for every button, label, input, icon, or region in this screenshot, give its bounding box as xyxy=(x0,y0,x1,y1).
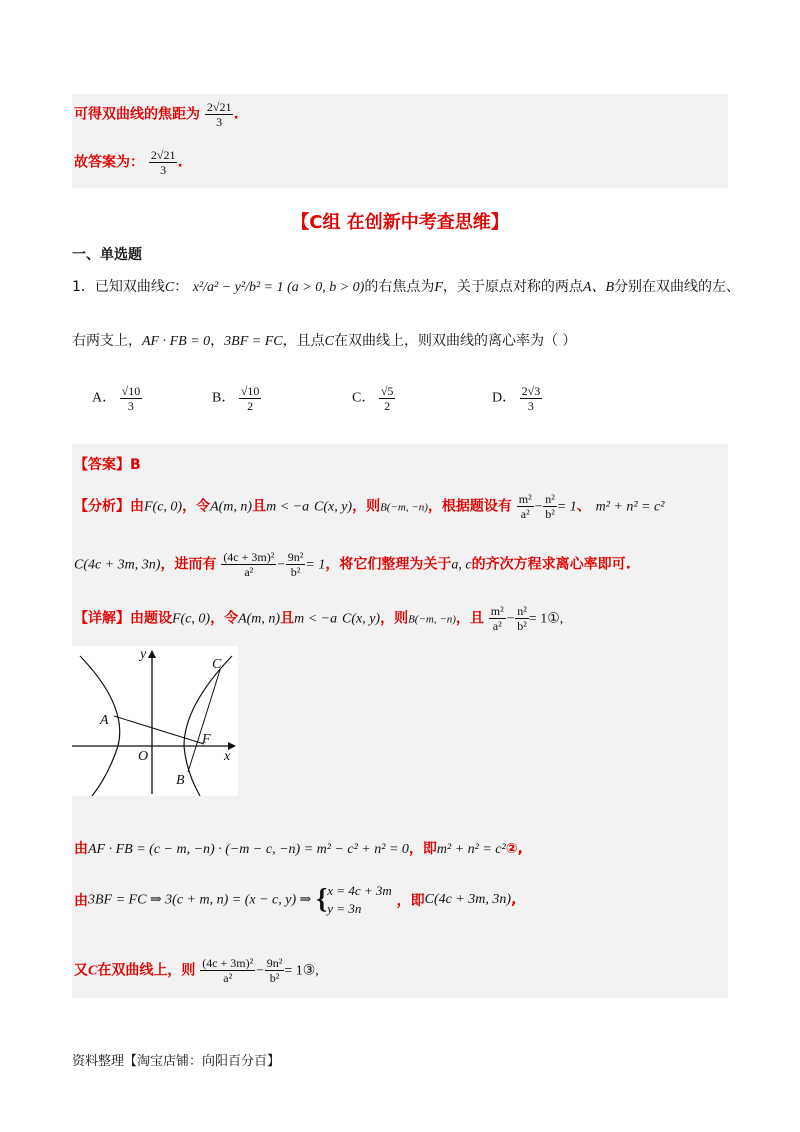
text: ，即 xyxy=(408,841,437,857)
math-expr: C(4c + 3m, 3n) xyxy=(424,892,512,907)
question-text: ，且点 xyxy=(282,333,325,349)
point-a-label: A xyxy=(100,713,109,728)
fraction-denominator: b² xyxy=(290,565,301,579)
text: ，即 xyxy=(396,893,425,909)
fraction xyxy=(489,604,506,633)
math-expr: C(4c + 3m, 3n) xyxy=(74,557,161,573)
option-letter: A． xyxy=(92,390,117,406)
math-expr: 3BF = FC ⇒ 3(c + m, n) = (x − c, y) ⇒ xyxy=(88,892,312,908)
math-expr: m² + n² = c² xyxy=(436,842,506,857)
fraction-denominator: 2 xyxy=(247,399,254,413)
detail-line-1 xyxy=(74,604,563,633)
analysis-line-1 xyxy=(74,492,664,521)
text: ，将它们整理为关于 xyxy=(325,556,452,573)
math-expr: B(−m, −n) xyxy=(380,501,428,514)
fraction-numerator: 2√21 xyxy=(150,148,176,162)
text: ②, xyxy=(505,841,523,857)
comma: ， xyxy=(210,333,225,349)
dot-product-condition: AF · FB = 0 xyxy=(142,334,211,349)
fraction xyxy=(543,492,557,521)
answer-label: 故答案为： xyxy=(74,154,144,171)
option-fraction xyxy=(379,384,396,413)
fraction-denominator: a² xyxy=(244,565,254,579)
option-b[interactable] xyxy=(212,384,261,413)
text: ，令 xyxy=(182,498,211,515)
point-symbol: C xyxy=(324,334,334,349)
question-text: 分别在双曲线的左、 xyxy=(614,279,740,295)
answer-label: 【答案】B xyxy=(74,457,141,473)
hyperbola-figure xyxy=(72,646,238,796)
math-expr: A(m, n) xyxy=(210,499,253,515)
fraction-numerator: √10 xyxy=(121,384,141,398)
fraction-numerator: 2√3 xyxy=(521,384,541,398)
option-letter: C． xyxy=(352,390,376,406)
question-text: 1．已知双曲线 xyxy=(72,279,165,295)
fraction-denominator: a² xyxy=(520,507,530,521)
fraction-numerator: (4c + 3m)² xyxy=(223,550,275,564)
fraction-numerator: √5 xyxy=(380,384,394,398)
math-expr: m² + n² = c² xyxy=(595,499,665,515)
math-expr: C(x, y) xyxy=(313,499,353,515)
math-expr: C(x, y) xyxy=(341,611,381,627)
fraction-denominator: a² xyxy=(223,971,233,985)
fraction xyxy=(517,492,534,521)
text: 由 xyxy=(74,893,88,909)
option-fraction xyxy=(120,384,143,413)
fraction xyxy=(286,550,306,579)
option-letter: D． xyxy=(492,390,517,406)
fraction-denominator: a² xyxy=(492,619,502,633)
fraction-denominator: 2 xyxy=(384,399,391,413)
fraction-numerator: n² xyxy=(545,492,555,506)
math-expr: = 1 xyxy=(556,499,577,515)
period: . xyxy=(177,154,183,171)
dot-product-derivation xyxy=(74,838,523,858)
focal-distance-fraction xyxy=(205,100,234,129)
text: 又 xyxy=(74,962,88,979)
fraction-numerator: 9n² xyxy=(287,550,304,564)
option-d[interactable] xyxy=(492,384,542,413)
math-expr: F(c, 0) xyxy=(144,499,183,515)
math-expr: − xyxy=(505,611,516,627)
fraction-numerator: m² xyxy=(518,492,532,506)
text: ，则 xyxy=(352,498,381,515)
points-symbol: A、B xyxy=(582,280,614,295)
fraction-numerator: n² xyxy=(517,604,527,618)
text: ，进而有 xyxy=(160,556,217,573)
fraction-denominator: 3 xyxy=(127,399,134,413)
question-text: ，关于原点对称的两点 xyxy=(442,279,583,295)
text: ，根据题设有 xyxy=(427,498,512,515)
question-line-2 xyxy=(72,330,576,350)
equation-system xyxy=(327,882,391,918)
x-axis-label: x xyxy=(224,749,231,764)
section-title: 【C组 在创新中考查思维】 xyxy=(291,212,509,233)
question-line-1 xyxy=(72,276,740,296)
question-text: 的右焦点为 xyxy=(364,279,435,295)
math-expr: A(m, n) xyxy=(238,611,281,627)
fraction xyxy=(221,550,276,579)
analysis-line-2 xyxy=(74,550,631,579)
math-expr: = 1①, xyxy=(528,611,564,627)
text: 由 xyxy=(74,841,88,857)
math-expr: F(c, 0) xyxy=(172,611,211,627)
focal-distance-line xyxy=(74,100,239,129)
math-expr: m < −a xyxy=(266,499,310,515)
answer-fraction xyxy=(149,148,178,177)
option-letter: B． xyxy=(212,390,236,406)
heading-single-choice: 一、单选题 xyxy=(72,247,142,263)
fraction-denominator: b² xyxy=(545,507,555,521)
focal-distance-label: 可得双曲线的焦距为 xyxy=(74,106,200,123)
focus-symbol: F xyxy=(434,280,443,295)
fraction-numerator: 2√21 xyxy=(206,100,232,114)
point-c-label: C xyxy=(212,657,222,672)
text: ，且 xyxy=(455,610,484,627)
fraction xyxy=(515,604,529,633)
fraction-denominator: 3 xyxy=(527,399,534,413)
fraction-numerator: (4c + 3m)² xyxy=(202,956,254,970)
text: 且 xyxy=(280,610,295,627)
math-expr: = 1③, xyxy=(284,963,319,979)
math-expr: = 1 xyxy=(305,557,326,573)
math-expr: m < −a xyxy=(294,611,338,627)
text: 、 xyxy=(576,498,591,515)
fraction xyxy=(200,956,255,985)
analysis-label: 【分析】由 xyxy=(74,498,144,515)
text: 在双曲线上，则 xyxy=(97,962,196,979)
answer-line xyxy=(74,148,183,177)
option-fraction xyxy=(520,384,543,413)
colon: ： xyxy=(174,279,189,295)
text: , xyxy=(511,892,517,908)
fraction-numerator: 9n² xyxy=(266,956,283,970)
math-expr: B(−m, −n) xyxy=(408,613,456,626)
math-expr: a, c xyxy=(451,557,472,573)
origin-label: O xyxy=(138,749,149,764)
fraction xyxy=(265,956,285,985)
point-f-label: F xyxy=(202,732,211,747)
math-expr: − xyxy=(276,557,286,573)
point-b-label: B xyxy=(176,773,185,788)
footer-source: 资料整理【淘宝店铺：向阳百分百】 xyxy=(72,1054,281,1069)
text: ，则 xyxy=(380,610,409,627)
text: ，令 xyxy=(210,610,239,627)
question-text: 在双曲线上，则双曲线的离心率为（ ） xyxy=(333,333,577,349)
option-fraction xyxy=(239,384,262,413)
system-line-2: y = 3n xyxy=(327,901,362,916)
text: 的齐次方程求离心率即可. xyxy=(471,556,631,573)
system-brace: { xyxy=(316,884,328,915)
fraction-denominator: b² xyxy=(269,971,280,985)
fraction-numerator: m² xyxy=(490,604,504,618)
math-expr: − xyxy=(533,499,544,515)
fraction-denominator: 3 xyxy=(216,115,223,129)
text: 且 xyxy=(252,498,267,515)
curve-symbol: C xyxy=(164,280,175,295)
hyperbola-equation: x²/a² − y²/b² = 1 (a > 0, b > 0) xyxy=(192,280,365,295)
y-axis-label: y xyxy=(140,647,147,662)
math-expr: C xyxy=(88,963,98,979)
option-c[interactable] xyxy=(352,384,395,413)
detail-label: 【详解】由题设 xyxy=(74,610,172,627)
fraction-denominator: 3 xyxy=(160,163,167,177)
fraction-denominator: b² xyxy=(517,619,527,633)
vector-condition: 3BF = FC xyxy=(224,334,283,349)
hyperbola-substitution xyxy=(74,956,319,985)
system-line-1: x = 4c + 3m xyxy=(327,883,392,898)
math-expr: AF · FB = (c − m, −n) · (−m − c, −n) = m² − c² + n² = 0 xyxy=(88,842,409,857)
math-expr: − xyxy=(255,963,265,979)
period: . xyxy=(233,106,239,123)
fraction-numerator: √10 xyxy=(240,384,260,398)
option-a[interactable] xyxy=(92,384,142,413)
vector-derivation xyxy=(74,882,516,918)
question-text: 右两支上， xyxy=(72,333,142,349)
